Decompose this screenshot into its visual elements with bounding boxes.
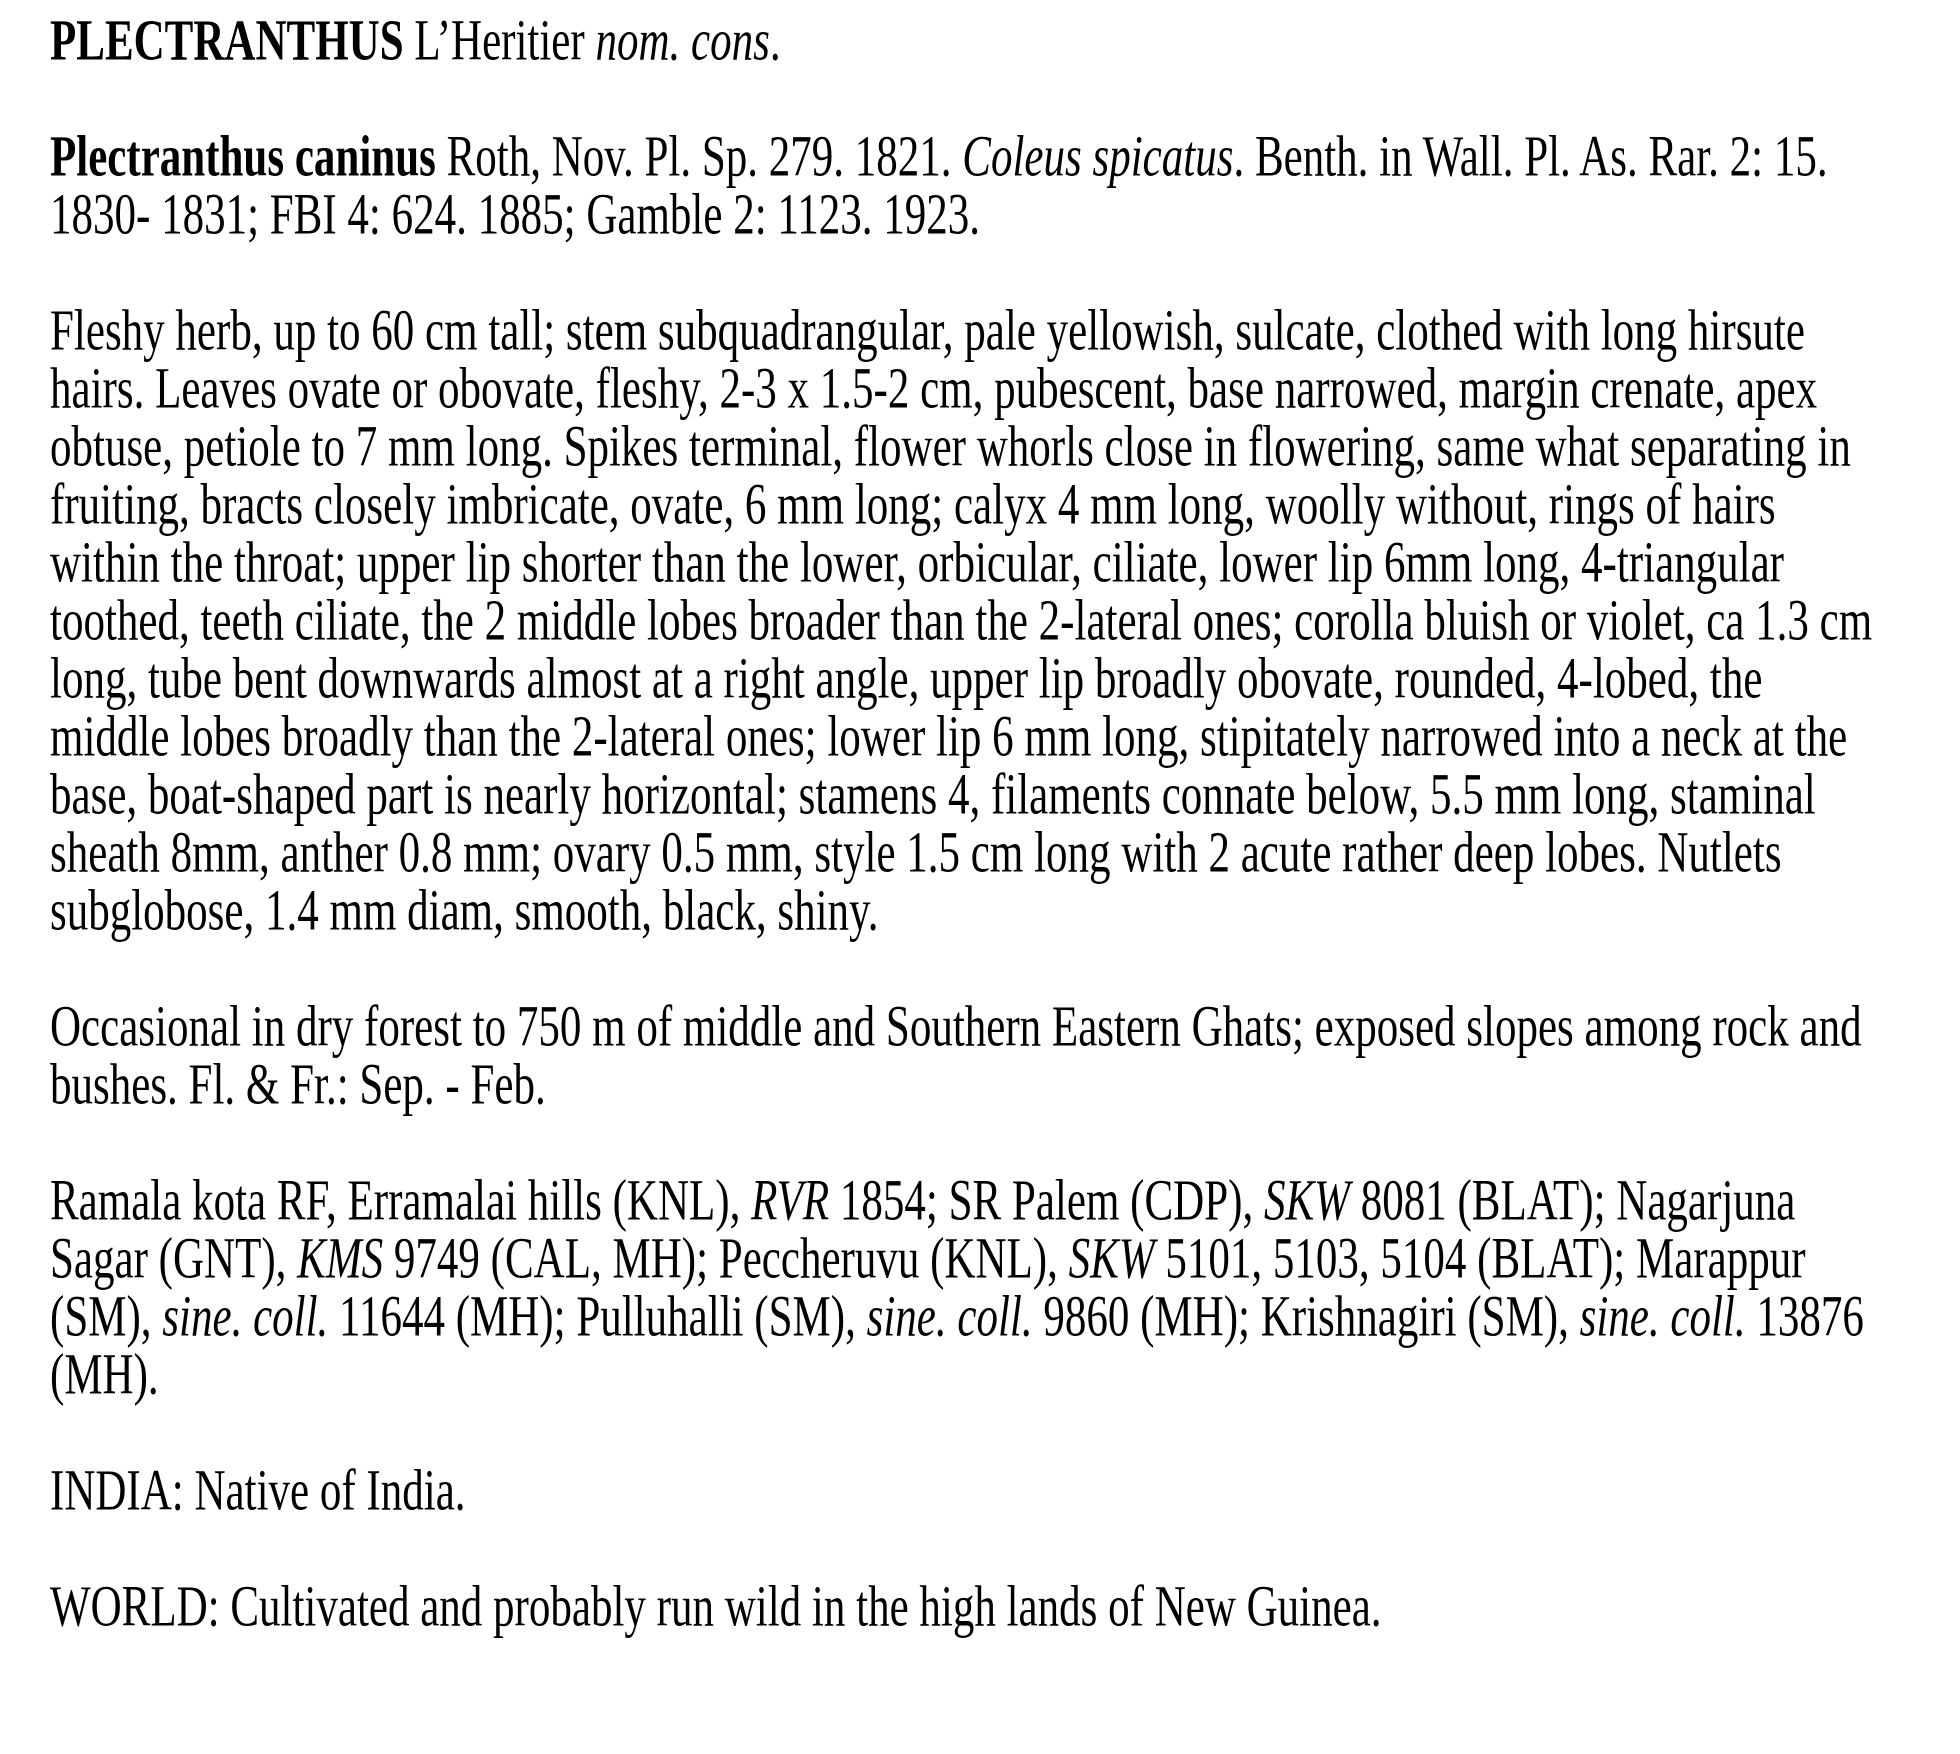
text-run: Coleus spicatus (962, 125, 1234, 189)
text-run: SKW (1068, 1227, 1155, 1291)
text-run: Occasional in dry forest to 750 m of middle and Southern Eastern Ghats; exposed slopes among rock and bushes. Fl. & Fr.: Sep. - Feb. (50, 995, 1862, 1117)
text-run: 11644 (MH); Pulluhalli (SM), (328, 1285, 867, 1349)
text-run: sine. coll. (866, 1285, 1033, 1349)
description-paragraph (50, 299, 1878, 943)
text-run: SKW (1263, 1169, 1350, 1233)
habitat-phenology-paragraph (50, 995, 1878, 1117)
text-run: 9860 (MH); Krishnagiri (SM), (1032, 1285, 1580, 1349)
text-run: L’Heritier (403, 9, 596, 73)
text-run: 8081 (BLAT); Nagarjuna Sagar (GNT), (50, 1169, 1796, 1291)
text-run: RVR (751, 1169, 830, 1233)
text-run: . (769, 9, 781, 73)
text-run: sine. coll. (1579, 1285, 1746, 1349)
text-run: INDIA: Native of India. (50, 1459, 466, 1524)
text-run: Roth, Nov. Pl. Sp. 279. 1821. (435, 125, 963, 189)
text-run: . Benth. in Wall. Pl. As. Rar. 2: 15. 1830- 1831; FBI 4: 624. 1885; Gamble 2: 1123. 1923. (50, 125, 1828, 247)
text-run: Plectranthus caninus (50, 125, 436, 189)
text-run: KMS (297, 1227, 384, 1291)
text-run: PLECTRANTHUS (50, 9, 404, 73)
text-run: Fleshy herb, up to 60 cm tall; stem subquadrangular, pale yellowish, sulcate, clothed with long hirsute hairs. Leaves ovate or obovate, fleshy, 2-3 x 1.5-2 cm, pubescent, base narrowed, margin crenate, apex obtuse, petiole to 7 mm long. Spikes terminal, flower whorls close in flowering, same what separating in fruiting, bracts closely imbricate, ovate, 6 mm long; calyx 4 mm long, woolly without, rings of hairs within the throat; upper lip shorter than the lower, orbicular, ciliate, lower lip 6mm long, 4-triangular toothed, teeth ciliate, the 2 middle lobes broader than the 2-lateral ones; corolla bluish or violet, ca 1.3 cm long, tube bent downwards almost at a right angle, upper lip broadly obovate, rounded, 4-lobed, the middle lobes broadly than the 2-lateral ones; lower lip 6 mm long, stipitately narrowed into a neck at the base, boat-shaped part is nearly horizontal; stamens 4, filaments connate below, 5.5 mm long, staminal sheath 8mm, anther 0.8 mm; ovary 0.5 mm, style 1.5 cm long with 2 acute rather deep lobes. Nutlets subglobose, 1.4 mm diam, smooth, black, shiny. (50, 299, 1873, 943)
india-distribution (50, 1459, 1878, 1524)
text-run: sine. coll. (162, 1285, 329, 1349)
text-run: 5101, 5103, 5104 (BLAT); Marappur (SM), (50, 1227, 1806, 1349)
world-distribution (50, 1575, 1878, 1640)
text-run: nom. cons (595, 9, 770, 73)
text-run: Ramala kota RF, Erramalai hills (KNL), (50, 1169, 752, 1233)
text-run: 9749 (CAL, MH); Peccheruvu (KNL), (383, 1227, 1069, 1291)
species-citation (50, 125, 1878, 247)
genus-heading (50, 9, 1878, 73)
text-run: 1854; SR Palem (CDP), (829, 1169, 1264, 1233)
text-run: 13876 (MH). (50, 1285, 1864, 1408)
text-run: WORLD: Cultivated and probably run wild in the high lands of New Guinea. (50, 1575, 1382, 1640)
specimens-paragraph (50, 1169, 1878, 1408)
